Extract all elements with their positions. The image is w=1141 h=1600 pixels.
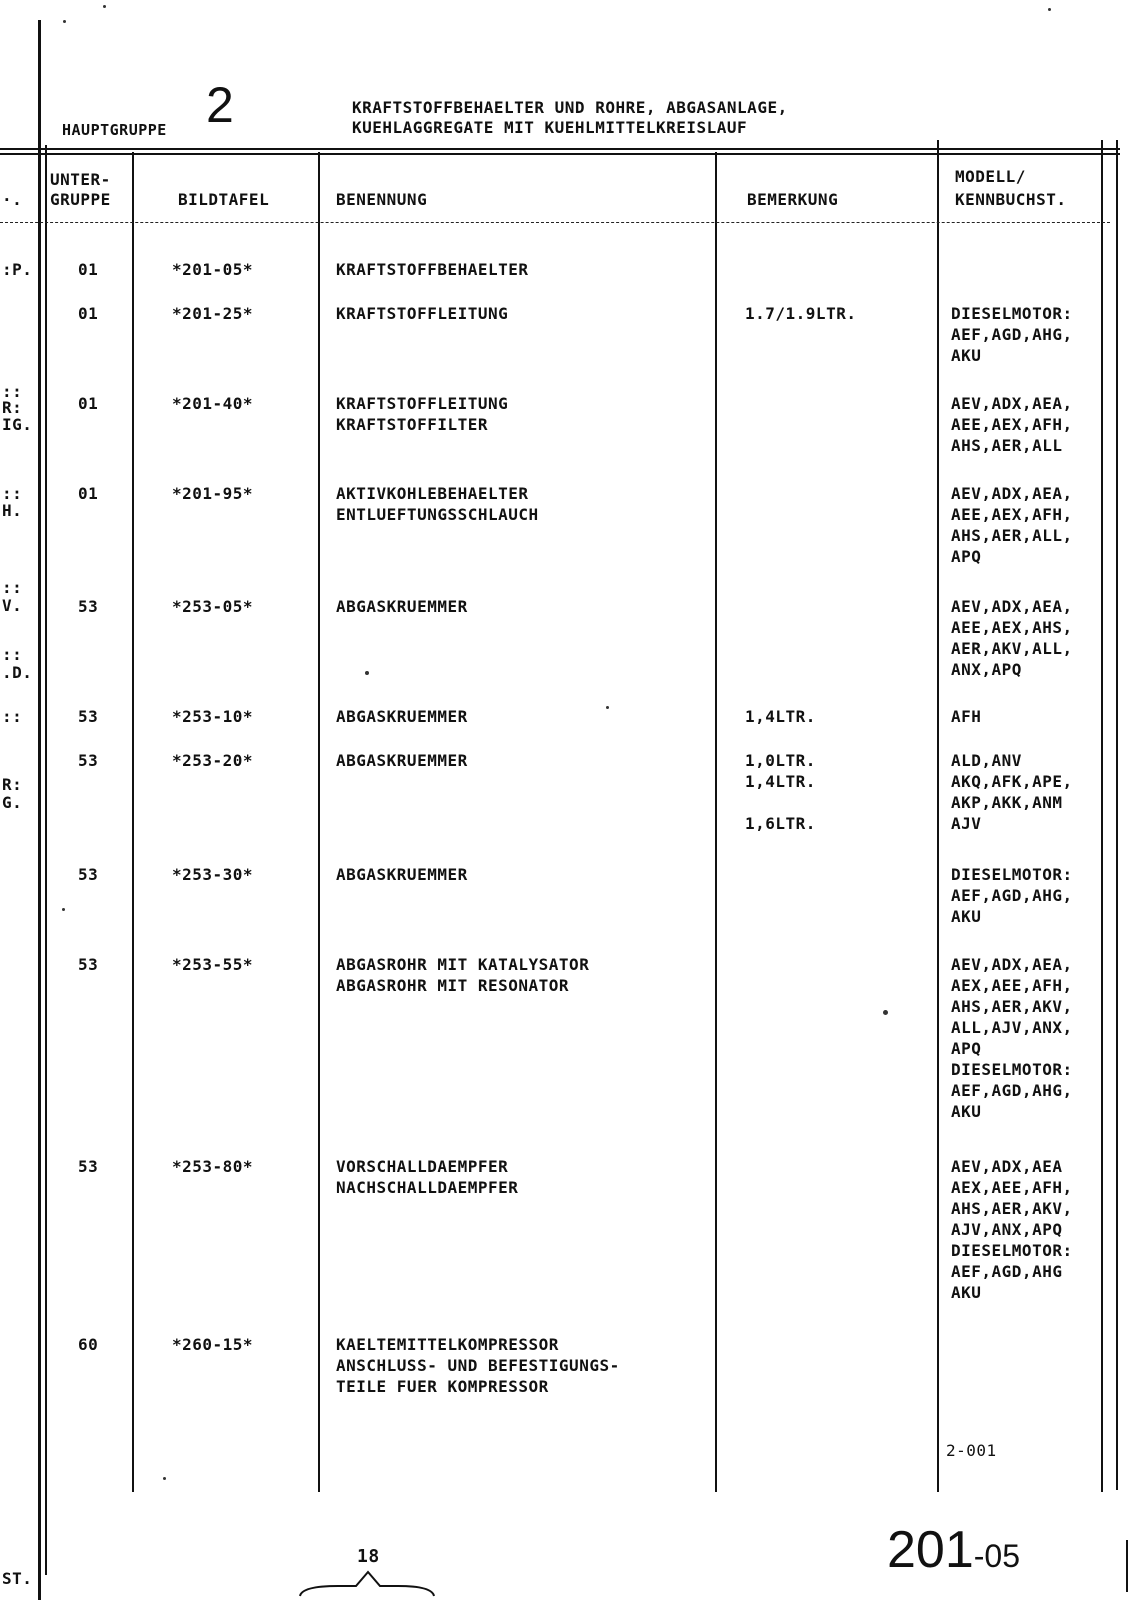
benennung-cell [336, 706, 468, 727]
footer-edge-mark [1126, 1540, 1128, 1592]
untergruppe-cell: 53 [78, 751, 99, 770]
col-modell-line-2: KENNBUCHST. [955, 190, 1067, 209]
benennung-cell-line: TEILE FUER KOMPRESSOR [336, 1377, 549, 1396]
scan-speck [63, 20, 66, 23]
page-code: 2-001 [946, 1441, 997, 1460]
bemerkung-cell [745, 706, 816, 727]
benennung-cell [336, 303, 508, 324]
modell-cell-line: AKQ,AFK,APE, [951, 772, 1073, 791]
benennung-cell-line: KRAFTSTOFFLEITUNG [336, 394, 509, 413]
modell-cell-line: APQ [951, 1039, 982, 1058]
bildtafel-cell: *201-05* [172, 260, 254, 279]
modell-cell-line: AHS,AER,ALL [951, 436, 1063, 455]
bildtafel-cell: *201-95* [172, 484, 254, 503]
modell-cell-line: AEX,AEE,AFH, [951, 1178, 1073, 1197]
benennung-cell-line: ANSCHLUSS- UND BEFESTIGUNGS- [336, 1356, 620, 1375]
bildtafel-cell: *253-30* [172, 865, 254, 884]
col-untergruppe-line-1: UNTER- [50, 170, 111, 189]
bemerkung-cell-line: 1,6LTR. [745, 814, 816, 833]
benennung-cell-line: KRAFTSTOFFILTER [336, 415, 488, 434]
untergruppe-cell: 01 [78, 304, 99, 323]
scan-speck [365, 671, 369, 675]
modell-cell-line: AKP,AKK,ANM [951, 793, 1063, 812]
benennung-cell [336, 750, 468, 771]
benennung-cell-line: ABGASROHR MIT RESONATOR [336, 976, 570, 995]
modell-cell-line: AHS,AER,AKV, [951, 1199, 1073, 1218]
plate-number-main: 201 [887, 1521, 974, 1579]
page-number: 18 [357, 1546, 380, 1567]
bemerkung-cell-line: 1.7/1.9LTR. [745, 304, 857, 323]
benennung-cell-line: ABGASKRUEMMER [336, 751, 468, 770]
col-benennung: BENENNUNG [336, 190, 428, 209]
scan-speck [163, 1477, 166, 1480]
benennung-cell-line: KRAFTSTOFFBEHAELTER [336, 260, 529, 279]
modell-cell-line: AEX,AEE,AFH, [951, 976, 1073, 995]
margin-fragment: G. [2, 793, 23, 812]
col-bemerkung: BEMERKUNG [747, 190, 839, 209]
modell-cell-line: AEF,AGD,AHG [951, 1262, 1063, 1281]
modell-cell-line: AEE,AEX,AHS, [951, 618, 1073, 637]
untergruppe-cell: 60 [78, 1335, 99, 1354]
bemerkung-cell [745, 303, 856, 324]
untergruppe-cell: 01 [78, 484, 99, 503]
group-number: 2 [206, 77, 234, 133]
margin-fragment: :P. [2, 260, 33, 279]
modell-cell-line: AEF,AGD,AHG, [951, 886, 1073, 905]
left-binding-line-2 [45, 145, 47, 1575]
modell-cell [951, 483, 1073, 567]
margin-fragment: R: [2, 775, 23, 794]
bildtafel-cell: *260-15* [172, 1335, 254, 1354]
margin-fragment: H. [2, 501, 23, 520]
modell-cell-line: DIESELMOTOR: [951, 1241, 1073, 1260]
scan-speck [606, 706, 609, 709]
modell-cell [951, 750, 1073, 834]
scan-speck [62, 908, 65, 911]
modell-cell [951, 706, 981, 727]
header-rule-bottom [0, 153, 1120, 155]
modell-cell [951, 393, 1073, 456]
margin-fragment: ·. [2, 190, 23, 209]
section-title-line-2: KUEHLAGGREGATE MIT KUEHLMITTELKREISLAUF [352, 118, 748, 137]
benennung-cell-line: KAELTEMITTELKOMPRESSOR [336, 1335, 559, 1354]
col-modell-line-1: MODELL/ [955, 167, 1026, 186]
column-rule-4 [937, 140, 939, 1492]
modell-cell-line: AKU [951, 1283, 982, 1302]
modell-cell-line: AKU [951, 1102, 982, 1121]
margin-fragment: ST. [2, 1569, 33, 1588]
benennung-cell-line: NACHSCHALLDAEMPFER [336, 1178, 519, 1197]
col-bildtafel: BILDTAFEL [178, 190, 270, 209]
modell-cell [951, 596, 1073, 680]
untergruppe-cell: 53 [78, 865, 99, 884]
margin-fragment: V. [2, 596, 23, 615]
benennung-cell [336, 483, 539, 525]
bemerkung-cell-line [745, 792, 816, 813]
modell-cell-line: AKU [951, 346, 982, 365]
benennung-cell [336, 259, 529, 280]
untergruppe-cell: 01 [78, 394, 99, 413]
plate-number-suffix: -05 [973, 1538, 1021, 1574]
column-rule-2 [318, 152, 320, 1492]
modell-cell-line: ANX,APQ [951, 660, 1022, 679]
modell-cell [951, 864, 1073, 927]
benennung-cell-line: ABGASKRUEMMER [336, 865, 468, 884]
group-label: HAUPTGRUPPE [62, 121, 167, 139]
untergruppe-cell: 01 [78, 260, 99, 279]
bemerkung-cell-line: 1,4LTR. [745, 772, 816, 791]
plate-number [887, 1520, 1020, 1586]
untergruppe-cell: 53 [78, 955, 99, 974]
bemerkung-cell [745, 750, 816, 834]
bildtafel-cell: *253-05* [172, 597, 254, 616]
modell-cell-line: AEV,ADX,AEA, [951, 484, 1073, 503]
margin-fragment: :: [2, 484, 23, 503]
margin-fragment: :: [2, 578, 23, 597]
column-rule-right [1101, 140, 1103, 1492]
modell-cell-line: AHS,AER,ALL, [951, 526, 1073, 545]
benennung-cell-line: ABGASROHR MIT KATALYSATOR [336, 955, 590, 974]
modell-cell [951, 1156, 1073, 1303]
modell-cell-line: APQ [951, 547, 982, 566]
col-untergruppe-line-2: GRUPPE [50, 190, 111, 209]
benennung-cell [336, 596, 468, 617]
modell-cell-line: AEV,ADX,AEA, [951, 394, 1073, 413]
benennung-cell [336, 1156, 518, 1198]
untergruppe-cell: 53 [78, 707, 99, 726]
scan-speck [103, 5, 106, 8]
modell-cell-line: AEV,ADX,AEA [951, 1157, 1063, 1176]
header-dashed-separator [0, 222, 1110, 223]
benennung-cell-line: KRAFTSTOFFLEITUNG [336, 304, 509, 323]
margin-fragment: :: [2, 382, 23, 401]
modell-cell-line: AKU [951, 907, 982, 926]
modell-cell [951, 954, 1073, 1122]
modell-cell-line: ALL,AJV,ANX, [951, 1018, 1073, 1037]
benennung-cell-line: VORSCHALLDAEMPFER [336, 1157, 509, 1176]
benennung-cell-line: AKTIVKOHLEBEHAELTER [336, 484, 529, 503]
column-rule-3 [715, 152, 717, 1492]
right-edge-line [1116, 140, 1118, 1490]
modell-cell-line: AHS,AER,AKV, [951, 997, 1073, 1016]
benennung-cell [336, 1334, 620, 1397]
modell-cell-line: DIESELMOTOR: [951, 865, 1073, 884]
modell-cell-line: AFH [951, 707, 982, 726]
margin-fragment: .D. [2, 663, 33, 682]
benennung-cell-line: ABGASKRUEMMER [336, 597, 468, 616]
benennung-cell [336, 864, 468, 885]
margin-fragment: R: [2, 398, 23, 417]
section-title-line-1: KRAFTSTOFFBEHAELTER UND ROHRE, ABGASANLAGE, [352, 98, 788, 117]
modell-cell-line: DIESELMOTOR: [951, 304, 1073, 323]
modell-cell-line: AEV,ADX,AEA, [951, 955, 1073, 974]
column-rule-1 [132, 152, 134, 1492]
header-rule-top [0, 148, 1120, 150]
margin-fragment: :: [2, 707, 23, 726]
modell-cell-line: DIESELMOTOR: [951, 1060, 1073, 1079]
page-number-brace [298, 1568, 438, 1598]
bildtafel-cell: *201-40* [172, 394, 254, 413]
modell-cell-line: AJV,ANX,APQ [951, 1220, 1063, 1239]
modell-cell-line: AEE,AEX,AFH, [951, 505, 1073, 524]
bemerkung-cell-line: 1,0LTR. [745, 751, 816, 770]
benennung-cell [336, 954, 589, 996]
scan-speck [1048, 8, 1051, 11]
margin-fragment: :: [2, 645, 23, 664]
modell-cell-line: AEF,AGD,AHG, [951, 325, 1073, 344]
bildtafel-cell: *253-10* [172, 707, 254, 726]
bemerkung-cell-line: 1,4LTR. [745, 707, 816, 726]
modell-cell-line: AJV [951, 814, 982, 833]
modell-cell-line: ALD,ANV [951, 751, 1022, 770]
bildtafel-cell: *253-80* [172, 1157, 254, 1176]
benennung-cell-line: ABGASKRUEMMER [336, 707, 468, 726]
bildtafel-cell: *253-55* [172, 955, 254, 974]
modell-cell-line: AEV,ADX,AEA, [951, 597, 1073, 616]
modell-cell [951, 303, 1073, 366]
modell-cell-line: AEF,AGD,AHG, [951, 1081, 1073, 1100]
modell-cell-line: AER,AKV,ALL, [951, 639, 1073, 658]
benennung-cell-line: ENTLUEFTUNGSSCHLAUCH [336, 505, 539, 524]
untergruppe-cell: 53 [78, 1157, 99, 1176]
modell-cell-line: AEE,AEX,AFH, [951, 415, 1073, 434]
bildtafel-cell: *201-25* [172, 304, 254, 323]
left-binding-line [38, 20, 41, 1600]
scan-speck [883, 1010, 888, 1015]
untergruppe-cell: 53 [78, 597, 99, 616]
benennung-cell [336, 393, 508, 435]
margin-fragment: IG. [2, 415, 33, 434]
bildtafel-cell: *253-20* [172, 751, 254, 770]
